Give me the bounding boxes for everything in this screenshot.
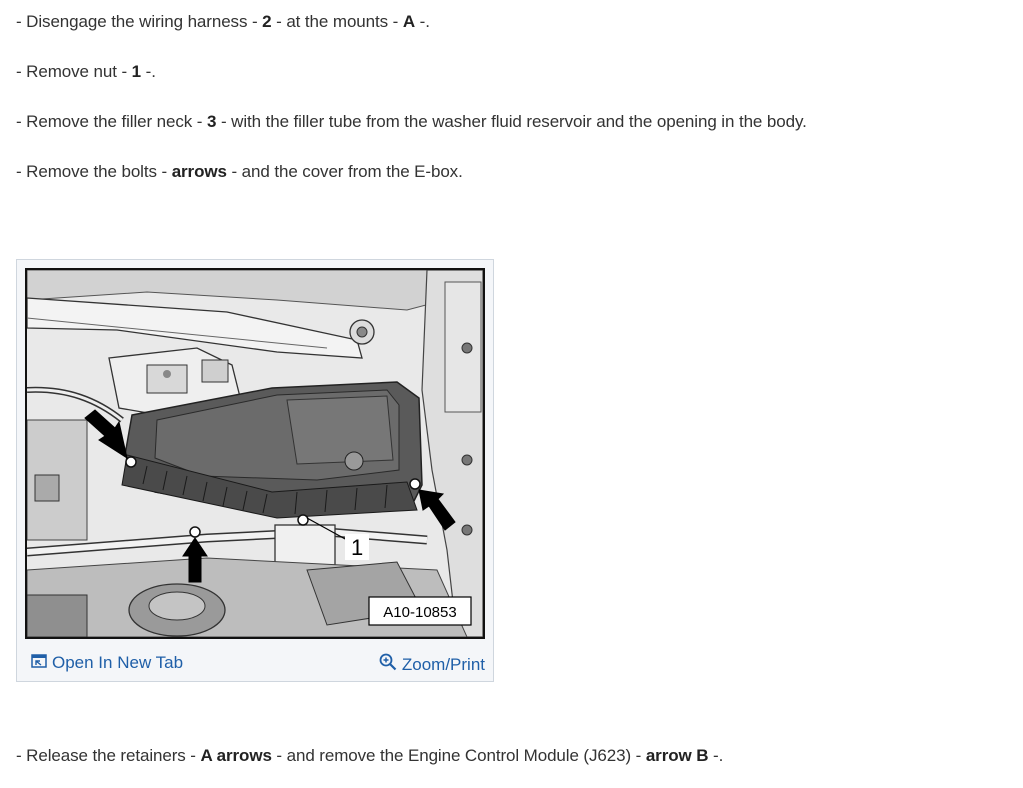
open-in-new-tab-link[interactable] [31, 653, 183, 673]
step-text: - and the cover from the E-box. [226, 162, 463, 181]
step-text: - at the mounts - [271, 12, 403, 31]
step-text: - Release the retainers - [16, 746, 201, 765]
step-ref: 2 [262, 12, 272, 31]
step-text: - Remove the filler neck - [16, 112, 207, 131]
instruction-step-2 [16, 62, 156, 82]
engine-bay-illustration[interactable] [25, 268, 485, 639]
step-text: - Remove the bolts - [16, 162, 172, 181]
step-ref: arrow B [645, 746, 709, 765]
figure-id: A10-10853 [383, 604, 457, 621]
step-text: -. [708, 746, 724, 765]
step-ref: A [402, 12, 416, 31]
callout-label: 1 [351, 535, 364, 560]
step-text: -. [415, 12, 430, 31]
zoom-print-label: Zoom/Print [401, 654, 485, 674]
magnifier-plus-icon [379, 653, 397, 676]
instruction-step-5 [16, 746, 723, 766]
zoom-print-link[interactable] [379, 653, 485, 676]
illustration-svg [27, 270, 483, 637]
step-ref: A arrows [200, 746, 272, 765]
step-text: - with the filler tube from the washer fluid reservoir and the opening in the body. [216, 112, 807, 131]
step-text: - and remove the Engine Control Module (J623) - [271, 746, 646, 765]
step-text: - Disengage the wiring harness - [16, 12, 263, 31]
step-ref: 1 [131, 62, 142, 81]
instruction-step-3 [16, 112, 807, 132]
open-new-tab-icon [31, 653, 47, 673]
step-ref: arrows [171, 162, 227, 181]
figure-toolbar [17, 645, 493, 681]
instruction-step-4 [16, 162, 463, 182]
figure-panel [16, 259, 494, 682]
step-ref: 3 [206, 112, 217, 131]
step-text: -. [141, 62, 156, 81]
open-in-new-tab-label: Open In New Tab [52, 653, 184, 672]
step-text: - Remove nut - [16, 62, 132, 81]
instruction-step-1 [16, 12, 430, 32]
